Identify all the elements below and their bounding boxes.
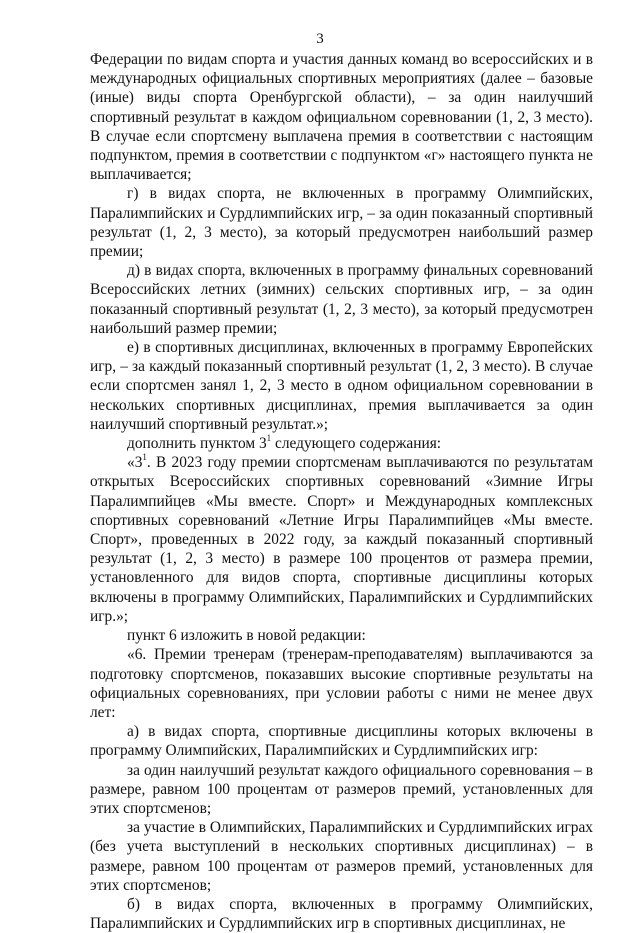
page-number: 3 <box>316 31 324 47</box>
paragraph: а) в видах спорта, спортивные дисциплины которых включены в программу Олимпийских, Паралимпийских и Сурдлимпийских игр: <box>90 723 593 760</box>
paragraph: б) в видах спорта, включенных в программу Олимпийских, Паралимпийских и Сурдлимпийских игр в спортивных дисциплинах, не <box>90 895 593 933</box>
paragraph: Федерации по видам спорта и участия данных команд во всероссийских и в международных официальных спортивных мероприятиях (далее – базовые (иные) виды спорта Оренбургской области), – за один наилучший спортивный результат в каждом официальном соревновании (1, 2, 3 место). В случае если спортсмену выплачена премия в соответствии с настоящим подпунктом, премия в соответствии с подпунктом «г» настоящего пункта не выплачивается; <box>90 51 593 184</box>
document-body <box>90 50 593 933</box>
paragraph: пункт 6 изложить в новой редакции: <box>127 627 366 645</box>
paragraph: за один наилучший результат каждого официального соревнования – в размере, равном 100 процентам от размеров премий, установленных для этих спортсменов; <box>90 761 593 817</box>
clause-3-1-paragraph <box>90 453 593 626</box>
supplement-superscript: 1 <box>266 432 272 443</box>
paragraphs-before <box>90 50 593 434</box>
supplement-pre: дополнить пунктом 3 <box>127 435 267 453</box>
clause-superscript: 1 <box>142 452 147 463</box>
paragraph: е) в спортивных дисциплинах, включенных в программу Европейских игр, – за каждый показанный спортивный результат (1, 2, 3 место). В случае если спортсмен занял 1, 2, 3 место в одном официальном соревновании в нескольких спортивных дисциплинах, премия выплачивается за один наилучший спортивный результат.»; <box>90 339 593 433</box>
supplement-post: следующего содержания: <box>271 435 442 453</box>
clause-text: . В 2023 году премии спортсменам выплачиваются по результатам открытых Всероссийских спортивных соревнований «Зимние Игры Паралимпийцев «Мы вместе. Спорт» и Международных комплексных спортивных соревнований «Летние Игры Паралимпийцев «Мы вместе. Спорт», проведенных в 2022 году, за каждый показанный спортивный результат (1, 2, 3 место) в размере 100 процентов от размера премии, установленного для видов спорта, спортивные дисциплины которых включены в программу Олимпийских, Паралимпийских и Сурдлимпийских игр.»; <box>90 454 593 625</box>
paragraphs-after <box>90 626 593 933</box>
paragraph: за участие в Олимпийских, Паралимпийских и Сурдлимпийских играх (без учета выступлений в нескольких спортивных дисциплинах) – в размере, равном 100 процентам от размеров премий, установленных для этих спортсменов; <box>90 819 593 894</box>
clause-open: «3 <box>127 454 143 472</box>
paragraph: г) в видах спорта, не включенных в программу Олимпийских, Паралимпийских и Сурдлимпийских игр, – за один показанный спортивный результат (1, 2, 3 место), за который предусмотрен наибольший размер премии; <box>90 185 593 261</box>
supplement-paragraph <box>90 434 593 453</box>
paragraph: д) в видах спорта, включенных в программу финальных соревнований Всероссийских летних (зимних) сельских спортивных игр, – за один показанный спортивный результат (1, 2, 3 место), за который предусмотрен наибольший размер премии; <box>90 262 593 337</box>
paragraph: «6. Премии тренерам (тренерам-преподавателям) выплачиваются за подготовку спортсменов, показавших высокие спортивные результаты на официальных соревнованиях, при условии работы с ними не менее двух лет: <box>90 646 593 721</box>
